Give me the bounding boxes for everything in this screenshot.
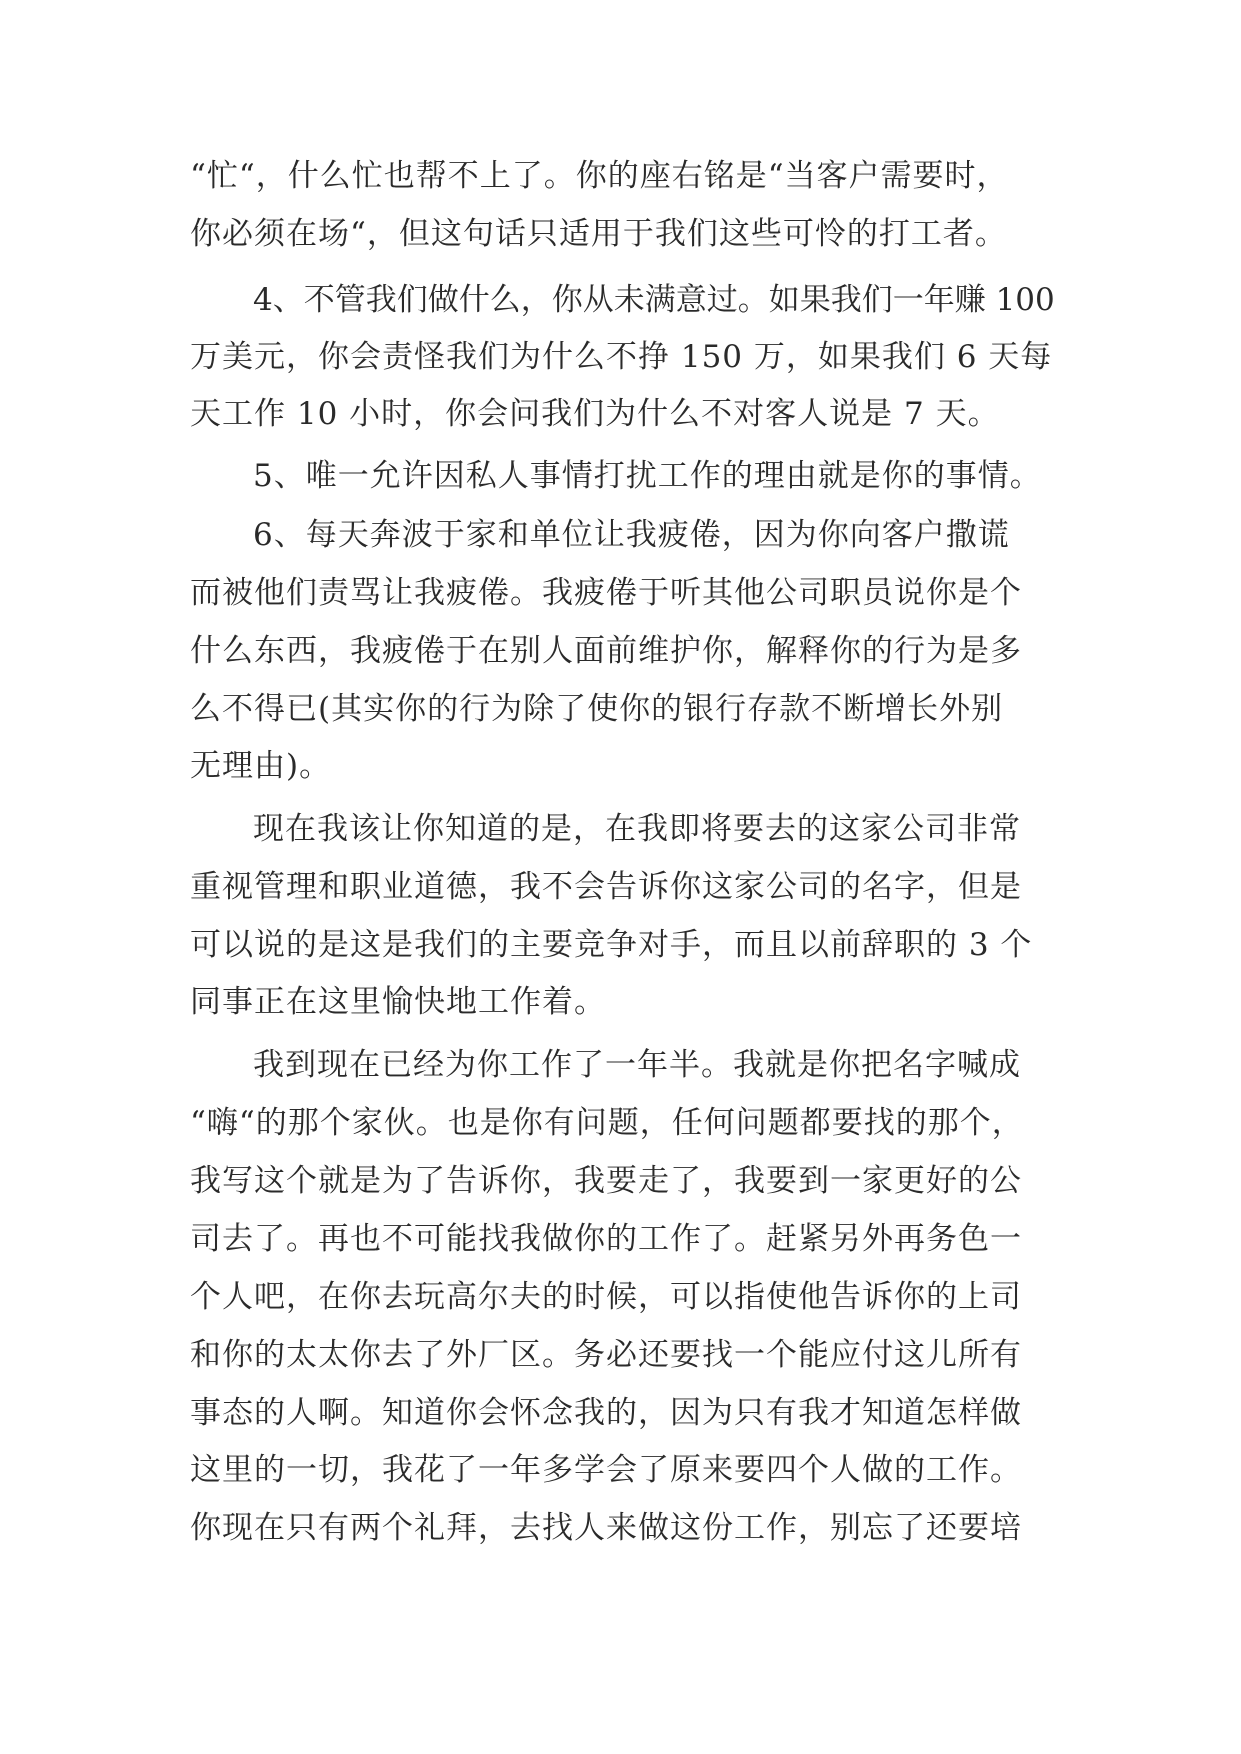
text-line: “嗨“的那个家伙。也是你有问题，任何问题都要找的那个， [190,1105,1024,1141]
paragraph-start-line: 5、唯一允许因私人事情打扰工作的理由就是你的事情。 [253,458,1042,494]
text-line: 什么东西，我疲倦于在别人面前维护你，解释你的行为是多 [190,633,1022,669]
text-line: 而被他们责骂让我疲倦。我疲倦于听其他公司职员说你是个 [190,575,1022,611]
text-line: 万美元，你会责怪我们为什么不挣 150 万，如果我们 6 天每 [190,339,1053,375]
text-line: 同事正在这里愉快地工作着。 [190,984,606,1020]
text-line: 天工作 10 小时，你会问我们为什么不对客人说是 7 天。 [190,396,1000,432]
text-line: 我写这个就是为了告诉你，我要走了，我要到一家更好的公 [190,1163,1022,1199]
text-line: 司去了。再也不可能找我做你的工作了。赶紧另外再务色一 [190,1221,1022,1257]
text-line: “忙“，什么忙也帮不上了。你的座右铭是“当客户需要时， [190,158,1009,194]
text-line: 么不得已(其实你的行为除了使你的银行存款不断增长外别 [190,691,1004,727]
text-line: 你现在只有两个礼拜，去找人来做这份工作，别忘了还要培 [190,1510,1022,1546]
paragraph-start-line: 4、不管我们做什么，你从未满意过。如果我们一年赚 100 [253,282,1055,318]
text-line: 个人吧，在你去玩高尔夫的时候，可以指使他告诉你的上司 [190,1279,1022,1315]
text-line: 无理由)。 [190,748,332,784]
paragraph-start-line: 6、每天奔波于家和单位让我疲倦，因为你向客户撒谎 [253,517,1010,553]
text-line: 和你的太太你去了外厂区。务必还要找一个能应付这儿所有 [190,1337,1022,1373]
text-line: 事态的人啊。知道你会怀念我的，因为只有我才知道怎样做 [190,1395,1022,1431]
text-line: 可以说的是这是我们的主要竞争对手，而且以前辞职的 3 个 [190,927,1033,963]
paragraph-start-line: 我到现在已经为你工作了一年半。我就是你把名字喊成 [253,1047,1021,1083]
text-line: 这里的一切，我花了一年多学会了原来要四个人做的工作。 [190,1452,1022,1488]
text-line: 你必须在场“，但这句话只适用于我们这些可怜的打工者。 [190,216,1007,252]
text-line: 重视管理和职业道德，我不会告诉你这家公司的名字，但是 [190,869,1022,905]
paragraph-start-line: 现在我该让你知道的是，在我即将要去的这家公司非常 [253,811,1021,847]
